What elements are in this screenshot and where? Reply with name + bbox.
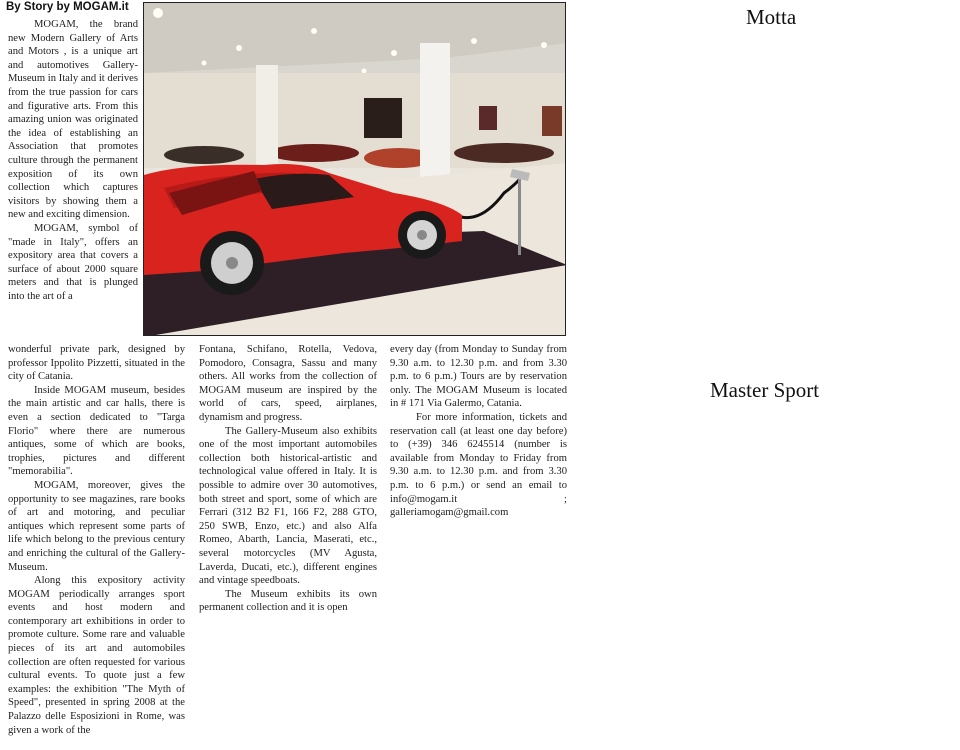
paragraph: MOGAM, symbol of "made in Italy", offers an expository area that covers a surface of about 2000 square meters and that is plunged into the art of a <box>8 222 138 302</box>
article-column-2 <box>199 343 377 615</box>
paragraph: Along this expository activity MOGAM periodically arranges sport events and host modern and contemporary art exhibitions in order to promote culture. Some rare and valuable pieces of its art and automobiles collection are often requested for various cultural events. To quote just a few examples: the exhibition "The Myth of Speed", presented in spring 2008 at the Palazzo delle Esposizioni in Rome, was given a work of the <box>8 575 185 736</box>
paragraph: The Gallery-Museum also exhibits one of the most important automobiles collection both historical-artistic and technological value offered in Italy. It is possible to admire over 30 automotives, both street and sport, some of which are Ferrari (312 B2 F1, 166 F2, 288 GTO, 250 SWB, Enzo, etc.) and also Alfa Romeo, Abarth, Lancia, Maserati, etc., several motorcycles (MV Agusta, Laverda, Ducati, etc.), different engines and vintage speedboats. <box>199 425 377 587</box>
section-title-master-sport: Master Sport <box>710 378 820 402</box>
paragraph: Inside MOGAM museum, besides the main artistic and car halls, there is even a section dedicated to "Targa Florio" where there are numerous antiques, some of which are books, trophies, pictures and different "memorabilia". <box>8 384 185 478</box>
byline: By Story by MOGAM.it <box>6 1 129 13</box>
paragraph: every day (from Monday to Sunday from 9.30 a.m. to 12.30 p.m. and from 3.30 p.m. to 6 p.m.) Tours are by reservation only. The MOGAM Museum is located in # 171 Via Galermo, Catania. <box>390 344 567 410</box>
paragraph: For more information, tickets and reservation call (at least one day before) to (+39) 346 6245514 (number is available from Monday to Friday from 9.30 a.m. to 12.30 p.m. and from 3.30 p.m. to 6 p.m.) or send an email to info@mogam.it ; galleriamogam@gmail.com <box>390 411 567 519</box>
paragraph: MOGAM, moreover, gives the opportunity to see magazines, rare books of art and motoring, and peculiar antiques which represent some parts of life which belong to the previous century and enriching the cultural of the Gallery-Museum. <box>8 479 185 573</box>
article-column-3 <box>390 343 567 520</box>
paragraph: MOGAM, the brand new Modern Gallery of Arts and Motors , is a unique art and automotives Gallery-Museum in Italy and it derives from the true passion for cars and figurative arts. From this amazing union was originated the idea of establishing an Association that promotes culture through the permanent exposition of its own collection which captures visitors by showing them a new and exciting dimension. <box>8 19 138 221</box>
ferrari-museum-image <box>144 3 566 336</box>
museum-photo <box>143 2 566 336</box>
article-column-1-top <box>8 18 138 303</box>
article-column-1-bottom <box>8 343 185 737</box>
paragraph: The Museum exhibits its own permanent collection and it is open <box>199 588 377 614</box>
paragraph: Fontana, Schifano, Rotella, Vedova, Pomodoro, Consagra, Sassu and many others. All works from the collection of MOGAM museum are inspired by the world of cars, speed, airplanes, dynamism and progress. <box>199 344 377 423</box>
section-title-motta: Motta <box>746 5 797 29</box>
paragraph: wonderful private park, designed by professor Ippolito Pizzetti, situated in the city of Catania. <box>8 344 185 383</box>
